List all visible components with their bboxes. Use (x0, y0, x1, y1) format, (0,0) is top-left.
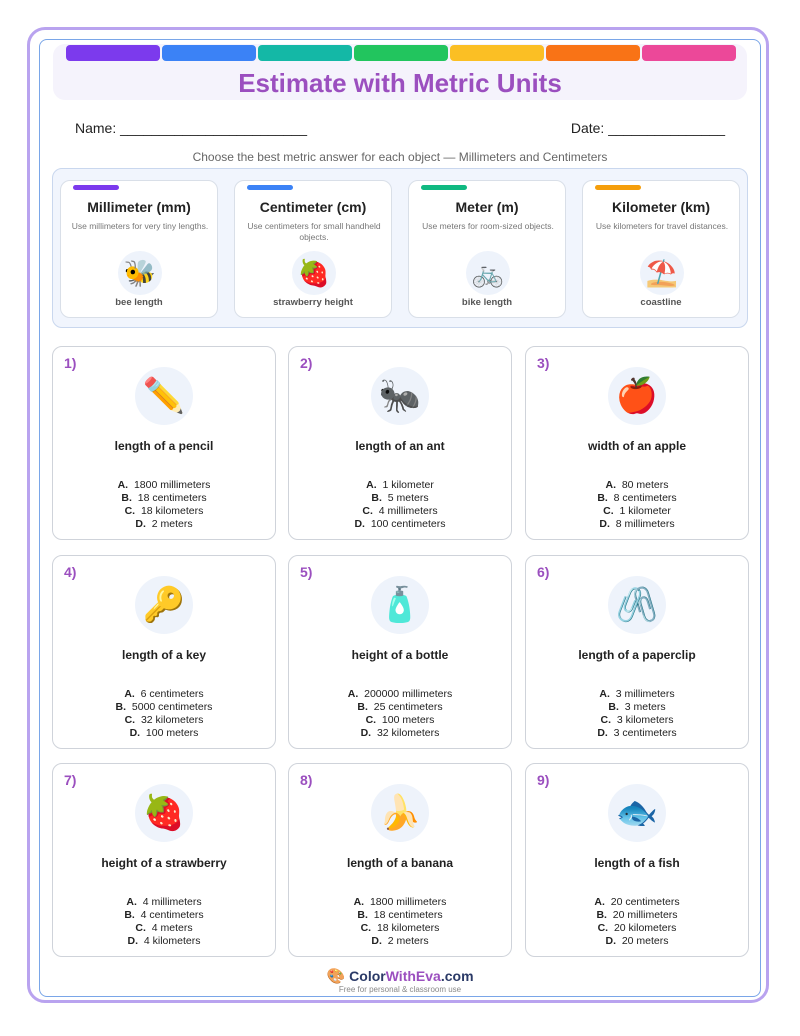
choice-letter: C. (124, 505, 136, 517)
question-number: 5) (300, 564, 313, 580)
choice-letter: D. (605, 935, 616, 947)
choice-letter: B. (357, 701, 368, 713)
answer-choice[interactable] (289, 935, 511, 948)
choice-letter: D. (360, 727, 372, 739)
choice-letter: B. (357, 909, 368, 921)
answer-choice[interactable] (526, 714, 748, 727)
unit-example: bike length (461, 297, 513, 308)
answer-choice[interactable] (526, 701, 748, 714)
answer-choices (526, 896, 748, 948)
choice-letter: D. (597, 727, 608, 739)
color-bar-segment (642, 45, 736, 61)
rainbow-color-bar (66, 45, 736, 61)
choice-letter: D. (129, 727, 141, 739)
choice-text: 5000 centimeters (131, 701, 213, 713)
choice-letter: B. (608, 701, 619, 713)
unit-card (408, 180, 566, 318)
answer-choice[interactable] (289, 896, 511, 909)
answer-choices (289, 688, 511, 740)
choice-text: 1 kilometer (382, 479, 434, 491)
answer-choice[interactable] (526, 505, 748, 518)
answer-choice[interactable] (289, 701, 511, 714)
color-bar-segment (546, 45, 640, 61)
answer-choice[interactable] (526, 922, 748, 935)
choice-letter: A. (126, 896, 137, 908)
question-card (288, 763, 512, 957)
answer-choice[interactable] (289, 727, 511, 740)
answer-choice[interactable] (526, 727, 748, 740)
unit-description: Use kilometers for travel distances. (595, 221, 729, 231)
answer-choices (526, 479, 748, 531)
question-number: 7) (64, 772, 77, 788)
answer-choice[interactable] (53, 896, 275, 909)
choice-letter: B. (371, 492, 382, 504)
question-text: height of a bottle (351, 648, 449, 662)
choice-letter: C. (362, 505, 373, 517)
strawberry-icon: 🍓 (292, 251, 336, 295)
color-bar-segment (450, 45, 544, 61)
answer-choice[interactable] (289, 492, 511, 505)
choice-text: 200000 millimeters (364, 688, 453, 700)
choice-text: 4 meters (151, 922, 193, 934)
question-number: 1) (64, 355, 77, 371)
instructions-text: Choose the best metric answer for each object — Millimeters and Centimeters (192, 150, 608, 164)
answer-choice[interactable] (526, 518, 748, 531)
color-bar-segment (258, 45, 352, 61)
answer-choices (526, 688, 748, 740)
key-icon: 🔑 (135, 576, 193, 634)
choice-text: 100 meters (381, 714, 435, 726)
choice-text: 2 meters (151, 518, 193, 530)
answer-choice[interactable] (289, 714, 511, 727)
choice-letter: A. (117, 479, 129, 491)
choice-text: 6 centimeters (140, 688, 204, 700)
ant-icon: 🐜 (371, 367, 429, 425)
choice-text: 32 kilometers (140, 714, 204, 726)
choice-text: 8 centimeters (613, 492, 677, 504)
unit-accent-bar (595, 185, 641, 190)
unit-title: Kilometer (km) (611, 199, 711, 215)
answer-choices (289, 896, 511, 948)
choice-letter: A. (594, 896, 605, 908)
answer-choice[interactable] (289, 479, 511, 492)
question-text: length of a banana (346, 856, 453, 870)
choice-letter: B. (115, 701, 127, 713)
answer-choice[interactable] (289, 922, 511, 935)
choice-letter: A. (605, 479, 616, 491)
choice-text: 4 kilometers (143, 935, 201, 947)
question-text: width of an apple (588, 439, 686, 453)
choice-text: 3 millimeters (615, 688, 675, 700)
color-bar-segment (162, 45, 256, 61)
question-text: length of a paperclip (578, 648, 696, 662)
unit-example: strawberry height (273, 297, 353, 308)
question-card (288, 346, 512, 540)
bicycle-icon: 🚲 (466, 251, 510, 295)
choice-text: 4 millimeters (142, 896, 202, 908)
answer-choice[interactable] (53, 909, 275, 922)
strawberry-icon: 🍓 (135, 784, 193, 842)
unit-example: bee length (115, 297, 163, 308)
choice-letter: B. (124, 909, 135, 921)
question-card (52, 346, 276, 540)
choice-letter: C. (597, 922, 609, 934)
choice-text: 3 kilometers (616, 714, 674, 726)
unit-accent-bar (247, 185, 293, 190)
palette-icon: 🎨 (326, 968, 346, 985)
choice-text: 20 kilometers (613, 922, 677, 934)
choice-text: 20 millimeters (612, 909, 678, 921)
answer-choice[interactable] (53, 518, 275, 531)
answer-choice[interactable] (526, 896, 748, 909)
choice-letter: C. (600, 714, 612, 726)
choice-text: 100 meters (145, 727, 199, 739)
question-text: length of an ant (355, 439, 445, 453)
choice-letter: C. (124, 714, 136, 726)
choice-text: 3 centimeters (613, 727, 677, 739)
question-card (52, 555, 276, 749)
choice-text: 18 kilometers (376, 922, 440, 934)
question-text: length of a key (121, 648, 207, 662)
question-card (288, 555, 512, 749)
answer-choices (53, 479, 275, 531)
question-card (525, 346, 749, 540)
answer-choice[interactable] (53, 922, 275, 935)
answer-choice[interactable] (289, 505, 511, 518)
unit-card (582, 180, 740, 318)
answer-choice[interactable] (53, 492, 275, 505)
footer-logo: 🎨 ColorWithEva.com (326, 968, 474, 985)
question-card (525, 763, 749, 957)
answer-choice[interactable] (53, 688, 275, 701)
choice-text: 18 centimeters (373, 909, 443, 921)
beach-umbrella-icon: ⛱️ (640, 251, 684, 295)
answer-choice[interactable] (526, 688, 748, 701)
answer-choice[interactable] (53, 479, 275, 492)
choice-letter: D. (371, 935, 382, 947)
answer-choices (289, 479, 511, 531)
choice-letter: A. (353, 896, 365, 908)
color-bar-segment (354, 45, 448, 61)
choice-text: 18 kilometers (140, 505, 204, 517)
choice-text: 25 centimeters (373, 701, 443, 713)
choice-letter: D. (135, 518, 146, 530)
pencil-icon: ✏️ (135, 367, 193, 425)
choice-letter: C. (603, 505, 614, 517)
choice-letter: C. (360, 922, 372, 934)
choice-text: 4 centimeters (140, 909, 204, 921)
question-number: 2) (300, 355, 313, 371)
choice-letter: A. (366, 479, 377, 491)
choice-letter: B. (596, 909, 607, 921)
question-number: 3) (537, 355, 550, 371)
answer-choice[interactable] (289, 688, 511, 701)
answer-choice[interactable] (289, 909, 511, 922)
choice-text: 2 meters (387, 935, 429, 947)
apple-icon: 🍎 (608, 367, 666, 425)
answer-choice[interactable] (526, 479, 748, 492)
answer-choice[interactable] (53, 714, 275, 727)
question-text: length of a fish (594, 856, 680, 870)
choice-letter: A. (347, 688, 359, 700)
choice-text: 32 kilometers (376, 727, 440, 739)
unit-title: Centimeter (cm) (259, 199, 367, 215)
question-number: 8) (300, 772, 313, 788)
choice-letter: C. (365, 714, 377, 726)
answer-choices (53, 688, 275, 740)
answer-choice[interactable] (526, 492, 748, 505)
unit-example: coastline (640, 297, 682, 308)
unit-accent-bar (73, 185, 119, 190)
unit-card (60, 180, 218, 318)
answer-choice[interactable] (289, 518, 511, 531)
paperclip-icon: 🖇️ (608, 576, 666, 634)
bee-icon: 🐝 (118, 251, 162, 295)
question-card (52, 763, 276, 957)
choice-letter: C. (135, 922, 146, 934)
answer-choice[interactable] (53, 701, 275, 714)
answer-choice[interactable] (53, 727, 275, 740)
choice-letter: B. (121, 492, 132, 504)
choice-text: 20 meters (621, 935, 669, 947)
date-field-label: Date: _______________ (570, 120, 725, 136)
choice-text: 80 meters (621, 479, 669, 491)
unit-title: Meter (m) (455, 199, 519, 215)
unit-accent-bar (421, 185, 467, 190)
choice-text: 100 centimeters (370, 518, 446, 530)
choice-letter: D. (127, 935, 139, 947)
choice-text: 5 meters (387, 492, 429, 504)
lotion-bottle-icon: 🧴 (371, 576, 429, 634)
answer-choices (53, 896, 275, 948)
unit-description: Use meters for room-sized objects. (422, 221, 554, 231)
answer-choice[interactable] (526, 935, 748, 948)
question-card (525, 555, 749, 749)
unit-card (234, 180, 392, 318)
choice-text: 1800 millimeters (369, 896, 447, 908)
choice-text: 8 millimeters (615, 518, 675, 530)
answer-choice[interactable] (53, 935, 275, 948)
choice-letter: A. (599, 688, 610, 700)
choice-text: 1 kilometer (619, 505, 671, 517)
unit-description: Use centimeters for small handheld objects. (247, 221, 381, 242)
banana-icon: 🍌 (371, 784, 429, 842)
page-title: Estimate with Metric Units (238, 68, 562, 98)
question-number: 4) (64, 564, 77, 580)
choice-text: 3 meters (624, 701, 666, 713)
name-field-label: Name: ________________________ (75, 120, 307, 136)
question-text: length of a pencil (114, 439, 214, 453)
choice-text: 20 centimeters (610, 896, 680, 908)
question-text: height of a strawberry (101, 856, 227, 870)
unit-title: Millimeter (mm) (87, 199, 191, 215)
answer-choice[interactable] (53, 505, 275, 518)
color-bar-segment (66, 45, 160, 61)
choice-text: 4 millimeters (378, 505, 438, 517)
choice-text: 18 centimeters (137, 492, 207, 504)
answer-choice[interactable] (526, 909, 748, 922)
choice-text: 1800 millimeters (133, 479, 211, 491)
fish-icon: 🐟 (608, 784, 666, 842)
question-number: 6) (537, 564, 550, 580)
choice-letter: B. (597, 492, 608, 504)
footer-subtitle: Free for personal & classroom use (338, 985, 462, 994)
footer (0, 967, 800, 994)
choice-letter: A. (124, 688, 135, 700)
choice-letter: D. (354, 518, 365, 530)
unit-description: Use millimeters for very tiny lengths. (71, 221, 209, 231)
question-number: 9) (537, 772, 550, 788)
choice-letter: D. (599, 518, 610, 530)
